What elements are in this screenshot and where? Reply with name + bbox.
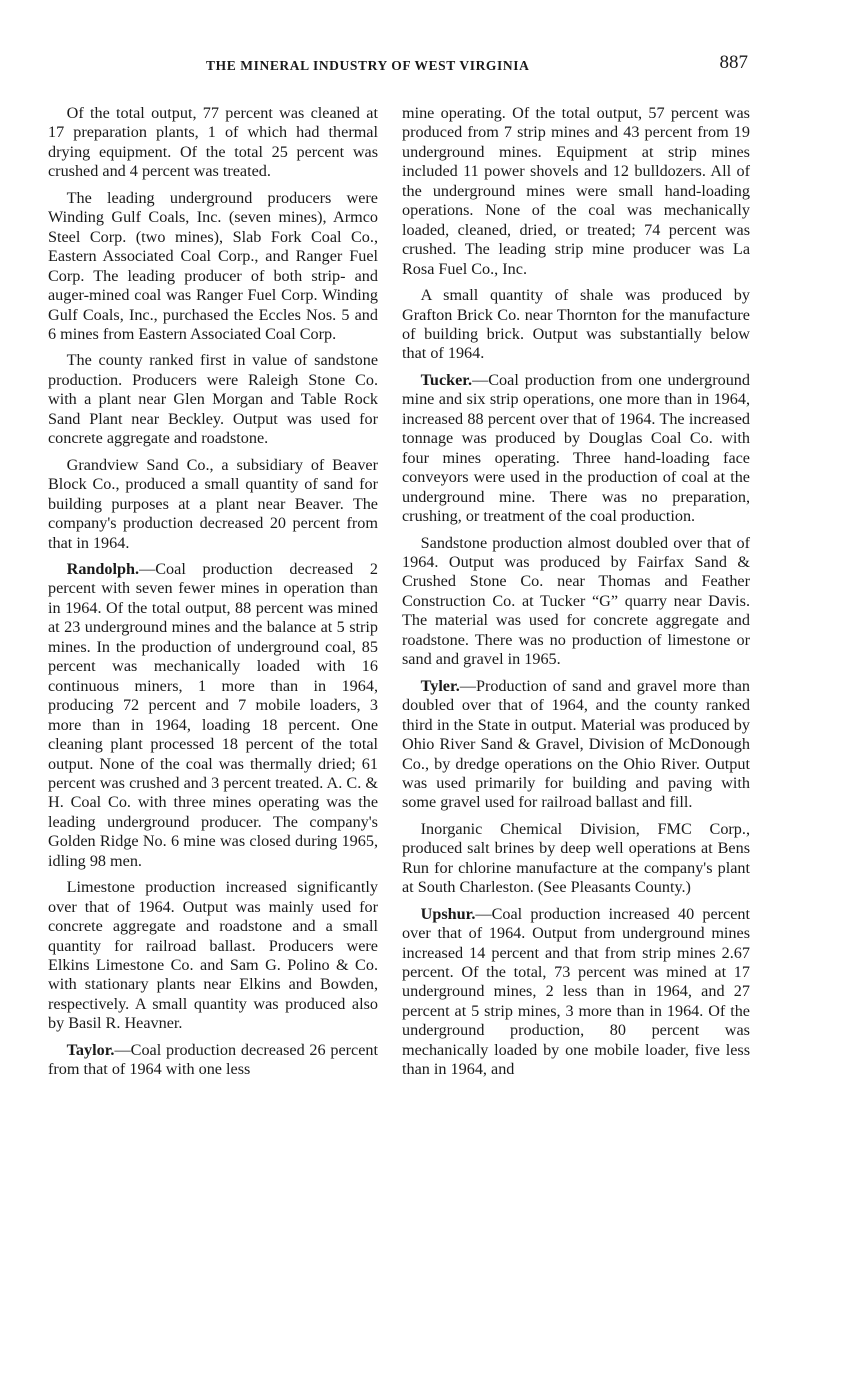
county-text: —Production of sand and gravel more than doubled over that of 1964, and the county ranked third in the State in output. Material was produced by Ohio River Sand & Gravel, Division of McDonough Co., by dredge operations on the Ohio River. Output was used primarily for building and paving with some gravel used for railroad ballast and fill.: [402, 676, 750, 812]
paragraph: Grandview Sand Co., a subsidiary of Beaver Block Co., produced a small quantity of sand for building purposes at a plant near Beaver. The company's production decreased 20 percent from that in 1964.: [48, 455, 378, 552]
paragraph: The leading underground producers were Winding Gulf Coals, Inc. (seven mines), Armco Steel Corp. (two mines), Slab Fork Coal Co., Eastern Associated Coal Corp., and Ranger Fuel Corp. The leading producer of both strip- and auger-mined coal was Ranger Fuel Corp. Winding Gulf Coals, Inc., purchased the Eccles Nos. 5 and 6 mines from Eastern Associated Coal Corp.: [48, 188, 378, 343]
county-text: —Coal production increased 40 percent over that of 1964. Output from underground mines increased 14 percent and that from strip mines 2.67 percent. Of the total, 73 percent was mined at 17 underground mines, 2 less than in 1964, and 27 percent at 5 strip mines, 3 more than in 1964. Of the underground production, 80 percent was mechanically loaded by one mobile loader, five less than in 1964, and: [402, 904, 750, 1079]
county-section-taylor: [48, 1041, 378, 1080]
county-heading: Tucker.: [420, 370, 473, 389]
right-column: [402, 104, 750, 1087]
paragraph: The county ranked first in value of sandstone production. Producers were Raleigh Stone Co. with a plant near Glen Morgan and Table Rock Sand Plant near Beckley. Output was used for concrete aggregate and roadstone.: [48, 351, 378, 448]
county-heading: Tyler.: [420, 676, 460, 695]
county-heading: Upshur.: [420, 904, 476, 923]
running-title: THE MINERAL INDUSTRY OF WEST VIRGINIA: [206, 58, 530, 73]
paragraph: Sandstone production almost doubled over that of 1964. Output was produced by Fairfax Sand & Crushed Stone Co. near Thomas and Feather Construction Co. at Tucker “G” quarry near Davis. The material was used for concrete aggregate and roadstone. There was no production of limestone or sand and gravel in 1965.: [402, 533, 750, 669]
continuation-paragraph: mine operating. Of the total output, 57 percent was produced from 7 strip mines and 43 percent from 19 underground mines. Equipment at strip mines included 11 power shovels and 12 bulldozers. All of the underground mines were small hand-loading operations. None of the coal was mechanically loaded, cleaned, dried, or treated; 74 percent was crushed. The leading strip mine producer was La Rosa Fuel Co., Inc.: [402, 104, 750, 278]
county-section-upshur: [402, 905, 750, 1080]
county-text: —Coal production decreased 26 percent from that of 1964 with one less: [48, 1040, 378, 1079]
county-text: —Coal production decreased 2 percent with seven fewer mines in operation than in 1964. Of the total output, 88 percent was mined at 23 underground mines and the balance at 5 strip mines. In the production of underground coal, 85 percent was mechanically loaded with 16 continuous miners, 1 more than in 1964, producing 72 percent and 7 mobile loaders, 3 more than in 1964, loading 18 percent. One cleaning plant processed 18 percent of the total output. None of the coal was thermally dried; 61 percent was crushed and 3 percent treated. A. C. & H. Coal Co. with three mines operating was the leading underground producer. The company's Golden Ridge No. 6 mine was closed during 1965, idling 98 men.: [48, 559, 378, 870]
paragraph: Of the total output, 77 percent was cleaned at 17 preparation plants, 1 of which had thermal drying equipment. Of the total 25 percent was crushed and 4 percent was treated.: [48, 104, 378, 181]
county-section-randolph: [48, 560, 378, 871]
county-section-tucker: [402, 371, 750, 527]
county-heading: Taylor.: [66, 1040, 115, 1059]
county-text: —Coal production from one underground mine and six strip operations, one more than in 1964, increased 88 percent over that of 1964. The increased tonnage was produced by Douglas Coal Co. with four mines operating. Three hand-loading face conveyors were used in the production of coal at the underground mine. There was no preparation, crushing, or treatment of the coal production.: [402, 370, 750, 526]
paragraph: A small quantity of shale was produced by Grafton Brick Co. near Thornton for the manufacture of building brick. Output was substantially below that of 1964.: [402, 286, 750, 363]
county-section-tyler: [402, 677, 750, 813]
page-number: 887: [719, 52, 748, 73]
left-column: [48, 104, 378, 1087]
county-heading: Randolph.: [66, 559, 140, 578]
paragraph: Inorganic Chemical Division, FMC Corp., produced salt brines by deep well operations at Bens Run for chlorine manufacture at the company's plant at South Charleston. (See Pleasants County.): [402, 819, 750, 897]
paragraph: Limestone production increased significantly over that of 1964. Output was mainly used for concrete aggregate and roadstone and a small quantity for railroad ballast. Producers were Elkins Limestone Co. and Sam G. Polino & Co. with stationary plants near Elkins and Bowden, respectively. A small quantity was produced also by Basil R. Heavner.: [48, 878, 378, 1033]
page-header: [48, 52, 748, 82]
